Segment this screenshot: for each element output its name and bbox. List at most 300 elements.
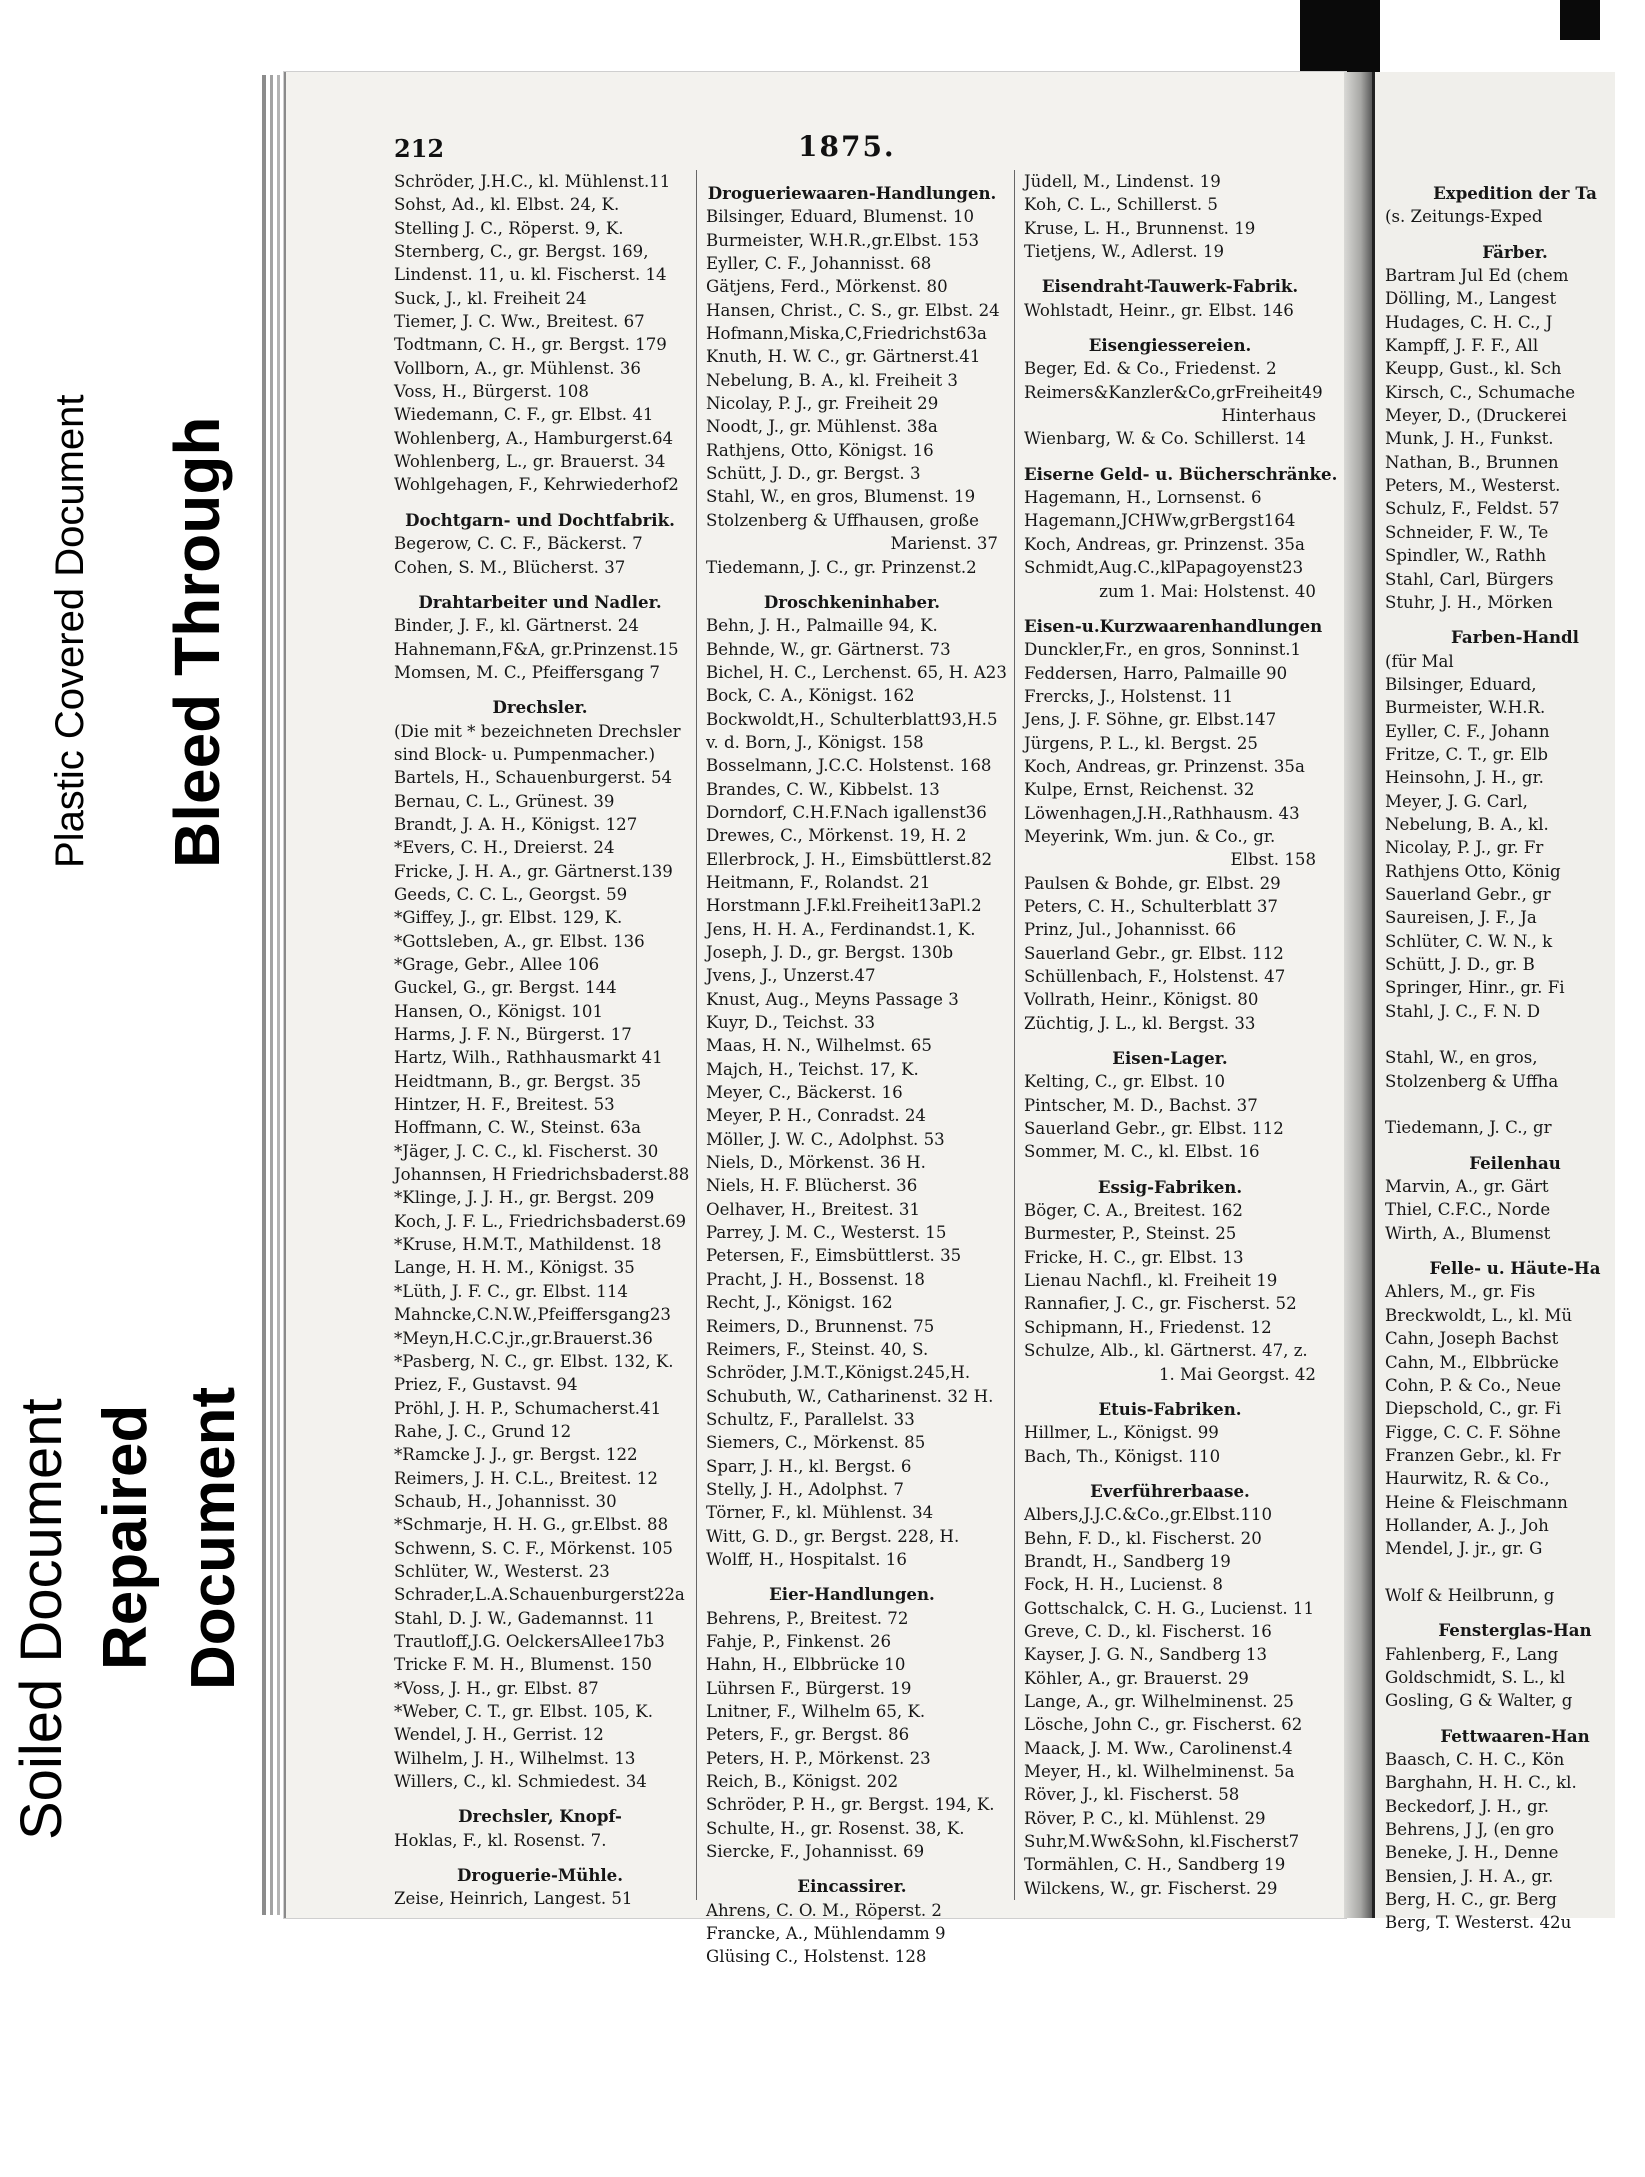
directory-entry: Meyer, J. G. Carl,: [1385, 791, 1528, 811]
directory-entry: Nebelung, B. A., kl. Freiheit 3: [706, 370, 958, 390]
directory-entry: Stelling J. C., Röperst. 9, K.: [394, 218, 624, 238]
directory-entry: Wolff, H., Hospitalst. 16: [706, 1549, 907, 1569]
directory-entry: Oelhaver, H., Breitest. 31: [706, 1199, 921, 1219]
directory-entry: Schlüter, C. W. N., k: [1385, 931, 1553, 951]
directory-entry: Behn, F. D., kl. Fischerst. 20: [1024, 1528, 1262, 1548]
directory-entry: Cahn, Joseph Bachst: [1385, 1329, 1559, 1349]
section-heading: Dochtgarn- und Dochtfabrik.: [405, 509, 675, 530]
directory-entry: Lösche, John C., gr. Fischerst. 62: [1024, 1715, 1303, 1735]
directory-entry: Nicolay, P. J., gr. Fr: [1385, 838, 1544, 858]
directory-entry: Horstmann J.F.kl.Freiheit13aPl.2: [706, 896, 982, 916]
directory-entry: Koh, C. L., Schillerst. 5: [1024, 195, 1218, 215]
directory-entry: Beger, Ed. & Co., Friedenst. 2: [1024, 359, 1277, 379]
directory-entry: Witt, G. D., gr. Bergst. 228, H.: [706, 1526, 960, 1546]
directory-entry: Wiedemann, C. F., gr. Elbst. 41: [394, 405, 654, 425]
directory-entry: *Meyn,H.C.C.jr.,gr.Brauerst.36: [394, 1328, 653, 1348]
directory-entry: Dorndorf, C.H.F.Nach igallenst36: [706, 802, 987, 822]
directory-entry: Parrey, J. M. C., Westerst. 15: [706, 1223, 947, 1243]
directory-entry: Heidtmann, B., gr. Bergst. 35: [394, 1071, 642, 1091]
directory-entry: Bilsinger, Eduard, Blumenst. 10: [706, 207, 975, 227]
directory-entry: Gosling, G & Walter, g: [1385, 1691, 1573, 1711]
directory-column-3: [1024, 170, 1338, 1900]
directory-entry: Schüllenbach, F., Holstenst. 47: [1024, 967, 1286, 986]
directory-entry: Tiedemann, J. C., gr. Prinzenst.2: [706, 557, 977, 577]
directory-entry: Brandt, J. A. H., Königst. 127: [394, 814, 638, 834]
directory-entry: Fritze, C. T., gr. Elb: [1385, 744, 1548, 764]
directory-entry: Spindler, W., Rathh: [1385, 546, 1547, 566]
directory-entry: Schrader,L.A.Schauenburgerst22a: [394, 1585, 685, 1605]
directory-entry: Feddersen, Harro, Palmaille 90: [1024, 663, 1288, 683]
directory-entry: Ahrens, C. O. M., Röperst. 2: [706, 1900, 942, 1920]
section-heading: Essig-Fabriken.: [1097, 1176, 1243, 1197]
page-year: 1875.: [798, 130, 896, 163]
directory-entry: Peters, C. H., Schulterblatt 37: [1024, 896, 1278, 916]
section-heading: Eier-Handlungen.: [769, 1584, 935, 1605]
directory-entry: Lührsen F., Bürgerst. 19: [706, 1678, 912, 1698]
repaired-label: Repaired: [91, 1404, 160, 1670]
section-heading: Eisengiessereien.: [1088, 335, 1252, 356]
directory-entry: Wohlenberg, L., gr. Brauerst. 34: [394, 452, 666, 472]
directory-entry: Kampff, J. F. F., All: [1385, 336, 1539, 356]
column-divider: [696, 170, 697, 1900]
directory-entry: Hoklas, F., kl. Rosenst. 7.: [394, 1830, 607, 1850]
directory-entry: Stahl, W., en gros,: [1385, 1048, 1538, 1068]
directory-entry: Tiemer, J. C. Ww., Breitest. 67: [394, 312, 645, 332]
directory-entry: Bernau, C. L., Grünest. 39: [394, 791, 615, 811]
directory-entry: [1385, 1023, 1645, 1046]
directory-entry: Voss, H., Bürgerst. 108: [394, 382, 589, 402]
directory-entry: Schwenn, S. C. F., Mörkenst. 105: [394, 1538, 673, 1558]
directory-entry: Johannsen, H Friedrichsbaderst.88: [394, 1165, 690, 1185]
directory-entry: Saureisen, J. F., Ja: [1385, 908, 1537, 928]
scan-corner-dark: [1300, 0, 1380, 72]
directory-entry: Bensien, J. H. A., gr.: [1385, 1866, 1554, 1886]
directory-entry: Knuth, H. W. C., gr. Gärtnerst.41: [706, 347, 981, 367]
directory-entry: Koch, Andreas, gr. Prinzenst. 35a: [1024, 756, 1305, 776]
directory-entry: *Weber, C. T., gr. Elbst. 105, K.: [394, 1702, 653, 1721]
section-heading: Eisen-Lager.: [1112, 1048, 1228, 1069]
directory-entry: Trautloff,J.G. OelckersAllee17b3: [394, 1631, 665, 1651]
directory-entry: Fock, H. H., Lucienst. 8: [1024, 1575, 1223, 1595]
directory-entry: *Grage, Gebr., Allee 106: [394, 955, 600, 974]
section-heading: Drechsler.: [492, 697, 588, 718]
directory-entry: Recht, J., Königst. 162: [706, 1293, 893, 1313]
directory-entry: Baasch, C. H. C., Kön: [1385, 1750, 1565, 1769]
directory-entry: Gätjens, Ferd., Mörkenst. 80: [706, 277, 948, 297]
directory-entry: Hansen, Christ., C. S., gr. Elbst. 24: [706, 300, 1000, 320]
directory-entry: Jürgens, P. L., kl. Bergst. 25: [1024, 733, 1258, 753]
directory-entry: Lienau Nachfl., kl. Freiheit 19: [1024, 1271, 1278, 1291]
section-heading: Droschkeninhaber.: [763, 591, 941, 612]
directory-entry: Barghahn, H. H. C., kl.: [1385, 1773, 1577, 1793]
directory-entry: Bach, Th., Königst. 110: [1024, 1446, 1221, 1466]
directory-entry: Wohlenberg, A., Hamburgerst.64: [394, 428, 674, 448]
directory-entry: Schröder, J.M.T.,Königst.245,H.: [706, 1363, 971, 1383]
directory-entry: Peters, H. P., Mörkenst. 23: [706, 1748, 931, 1768]
directory-entry: Binder, J. F., kl. Gärtnerst. 24: [394, 616, 639, 636]
directory-entry: Behrens, P., Breitest. 72: [706, 1608, 909, 1628]
directory-entry: Stahl, Carl, Bürgers: [1385, 569, 1554, 589]
right-page: [1372, 72, 1615, 1933]
directory-entry: Beckedorf, J. H., gr.: [1385, 1796, 1550, 1816]
directory-entry: Koch, J. F. L., Friedrichsbaderst.69: [394, 1211, 687, 1231]
directory-entry: Stahl, W., en gros, Blumenst. 19: [706, 487, 976, 507]
section-heading: Fensterglas-Han: [1438, 1620, 1592, 1641]
page-stack-edge: [277, 75, 280, 1915]
directory-entry: Hansen, O., Königst. 101: [394, 1001, 604, 1021]
directory-entry: Hoffmann, C. W., Steinst. 63a: [394, 1118, 642, 1138]
directory-entry: Hintzer, H. F., Breitest. 53: [394, 1095, 615, 1115]
directory-entry: Lindenst. 11, u. kl. Fischerst. 14: [394, 265, 667, 285]
left-page: [284, 72, 1346, 1967]
directory-entry: *Ramcke J. J., gr. Bergst. 122: [394, 1445, 638, 1465]
directory-entry: Reimers, F., Steinst. 40, S.: [706, 1339, 929, 1359]
directory-entry: Beneke, J. H., Denne: [1385, 1843, 1559, 1863]
directory-entry: Nicolay, P. J., gr. Freiheit 29: [706, 394, 939, 414]
directory-entry: Kirsch, C., Schumache: [1385, 382, 1576, 402]
directory-entry: Tormählen, C. H., Sandberg 19: [1024, 1855, 1286, 1875]
directory-entry: Lange, H. H. M., Königst. 35: [394, 1258, 635, 1278]
section-heading: Drogueriewaaren-Handlungen.: [707, 183, 997, 203]
directory-entry: Suck, J., kl. Freiheit 24: [394, 288, 587, 308]
directory-entry: Schulte, H., gr. Rosenst. 38, K.: [706, 1818, 965, 1838]
page-stack-edge: [270, 75, 273, 1915]
directory-column-2: [706, 170, 1007, 1969]
plastic-covered-label: Plastic Covered Document: [48, 394, 92, 868]
directory-entry: Fricke, H. C., gr. Elbst. 13: [1024, 1247, 1244, 1267]
directory-entry: Kulpe, Ernst, Reichenst. 32: [1024, 780, 1255, 800]
directory-entry: Eyller, C. F., Johann: [1385, 721, 1550, 741]
directory-entry: Heine & Fleischmann: [1385, 1492, 1568, 1512]
directory-entry: Knust, Aug., Meyns Passage 3: [706, 989, 959, 1009]
directory-entry: Cahn, M., Elbbrücke: [1385, 1352, 1559, 1372]
directory-entry: Prinz, Jul., Johannisst. 66: [1024, 920, 1237, 940]
section-heading: Eisen-u.Kurzwaarenhandlungen: [1024, 615, 1323, 636]
page-stack-edge: [262, 75, 266, 1915]
directory-entry: Burmester, P., Steinst. 25: [1024, 1224, 1237, 1244]
section-heading: Färber.: [1482, 241, 1548, 262]
directory-entry: Schneider, F. W., Te: [1385, 522, 1549, 542]
directory-entry: Bock, C. A., Königst. 162: [706, 686, 915, 706]
directory-entry: Joseph, J. D., gr. Bergst. 130b: [706, 943, 954, 962]
directory-entry: Heitmann, F., Rolandst. 21: [706, 872, 931, 892]
directory-entry: Pröhl, J. H. P., Schumacherst.41: [394, 1398, 662, 1418]
directory-entry: Diepschold, C., gr. Fi: [1385, 1399, 1562, 1419]
section-heading: Eisendraht-Tauwerk-Fabrik.: [1041, 276, 1299, 297]
directory-entry: Todtmann, C. H., gr. Bergst. 179: [394, 335, 667, 355]
soiled-document-label: Soiled Document: [9, 1398, 74, 1840]
directory-entry: Sauerland Gebr., gr. Elbst. 112: [1024, 1119, 1284, 1139]
directory-entry: Petersen, F., Eimsbüttlerst. 35: [706, 1246, 962, 1266]
directory-entry: Pintscher, M. D., Bachst. 37: [1024, 1095, 1258, 1115]
directory-entry: Sparr, J. H., kl. Bergst. 6: [706, 1456, 912, 1476]
directory-entry: [1385, 1093, 1645, 1116]
directory-entry: Sternberg, C., gr. Bergst. 169,: [394, 242, 649, 262]
directory-column-1: [394, 170, 690, 1911]
directory-entry: Dunckler,Fr., en gros, Sonninst.1: [1024, 640, 1302, 660]
directory-entry: Franzen Gebr., kl. Fr: [1385, 1445, 1561, 1465]
directory-entry: Bockwoldt,H., Schulterblatt93,H.5: [706, 709, 998, 729]
directory-entry: Hahnemann,F&A, gr.Prinzenst.15: [394, 639, 679, 659]
directory-entry: Dölling, M., Langest: [1385, 289, 1557, 309]
directory-entry: sind Block- u. Pumpenmacher.): [394, 744, 656, 764]
directory-entry: [1385, 1561, 1645, 1584]
directory-entry: *Evers, C. H., Dreierst. 24: [394, 838, 615, 858]
directory-entry: Wirth, A., Blumenst: [1385, 1223, 1551, 1243]
directory-entry: Goldschmidt, S. L., kl: [1385, 1667, 1566, 1687]
directory-entry: (Die mit * bezeichneten Drechsler: [394, 721, 681, 741]
section-heading: Drechsler, Knopf-: [458, 1806, 622, 1827]
directory-entry: Röver, J., kl. Fischerst. 58: [1024, 1785, 1240, 1805]
directory-entry: Behnde, W., gr. Gärtnerst. 73: [706, 639, 951, 659]
directory-entry: *Voss, J. H., gr. Elbst. 87: [394, 1678, 599, 1698]
directory-entry: *Klinge, J. J. H., gr. Bergst. 209: [394, 1188, 655, 1208]
bleed-through-label: Bleed Through: [161, 416, 233, 868]
directory-entry: Schütt, J. D., gr. Bergst. 3: [706, 464, 921, 484]
directory-entry: Kelting, C., gr. Elbst. 10: [1024, 1072, 1226, 1092]
directory-entry: Jvens, J., Unzerst.47: [706, 966, 876, 986]
directory-entry: Törner, F., kl. Mühlenst. 34: [706, 1503, 934, 1523]
directory-entry: Meyer, P. H., Conradst. 24: [706, 1106, 926, 1126]
directory-entry: Niels, D., Mörkenst. 36 H.: [706, 1153, 926, 1173]
directory-entry: Jens, H. H. A., Ferdinandst.1, K.: [706, 919, 976, 939]
directory-entry: Breckwoldt, L., kl. Mü: [1385, 1305, 1573, 1325]
directory-entry: Hillmer, L., Königst. 99: [1024, 1423, 1219, 1443]
directory-entry: Harms, J. F. N., Bürgerst. 17: [394, 1025, 632, 1045]
directory-entry: Reimers, D., Brunnenst. 75: [706, 1316, 935, 1336]
directory-entry: Willers, C., kl. Schmiedest. 34: [394, 1772, 647, 1792]
directory-entry: Sohst, Ad., kl. Elbst. 24, K.: [394, 195, 620, 215]
directory-entry: Jens, J. F. Söhne, gr. Elbst.147: [1024, 710, 1277, 730]
directory-entry: Berg, H. C., gr. Berg: [1385, 1890, 1557, 1910]
directory-entry: Cohn, P. & Co., Neue: [1385, 1375, 1562, 1395]
directory-entry: Keupp, Gust., kl. Sch: [1385, 359, 1562, 379]
directory-entry: *Kruse, H.M.T., Mathildenst. 18: [394, 1235, 662, 1255]
directory-entry: Mendel, J. jr., gr. G: [1385, 1539, 1543, 1559]
directory-entry: Stahl, J. C., F. N. D: [1385, 1001, 1541, 1021]
directory-entry: Vollborn, A., gr. Mühlenst. 36: [394, 358, 641, 378]
directory-entry: Sauerland Gebr., gr: [1385, 884, 1551, 904]
directory-entry: Röver, P. C., kl. Mühlenst. 29: [1024, 1808, 1266, 1828]
directory-entry: Noodt, J., gr. Mühlenst. 38a: [706, 417, 938, 437]
directory-entry: Hudages, C. H. C., J: [1385, 312, 1553, 332]
directory-entry: Drewes, C., Mörkenst. 19, H. 2: [706, 826, 967, 846]
directory-entry: Wilhelm, J. H., Wilhelmst. 13: [394, 1748, 636, 1768]
section-heading: Droguerie-Mühle.: [456, 1865, 624, 1886]
directory-entry: Suhr,M.Ww&Sohn, kl.Fischerst7: [1024, 1832, 1300, 1852]
directory-entry: Fahlenberg, F., Lang: [1385, 1644, 1559, 1664]
entry-continuation: zum 1. Mai: Holstenst. 40: [1099, 581, 1316, 601]
directory-entry: Kruse, L. H., Brunnenst. 19: [1024, 218, 1256, 238]
directory-entry: Tiedemann, J. C., gr: [1385, 1118, 1552, 1138]
directory-entry: Rathjens Otto, König: [1385, 861, 1561, 881]
directory-entry: Bartram Jul Ed (chem: [1385, 266, 1569, 286]
directory-entry: Schröder, P. H., gr. Bergst. 194, K.: [706, 1795, 995, 1815]
directory-entry: Ellerbrock, J. H., Eimsbüttlerst.82: [706, 849, 993, 869]
directory-entry: Vollrath, Heinr., Königst. 80: [1024, 990, 1259, 1010]
directory-entry: Bartels, H., Schauenburgerst. 54: [394, 768, 673, 788]
directory-entry: Löwenhagen,J.H.,Rathhausm. 43: [1024, 803, 1300, 823]
directory-entry: Schlüter, W., Westerst. 23: [394, 1561, 610, 1581]
directory-entry: Schulze, Alb., kl. Gärtnerst. 47, z.: [1024, 1341, 1308, 1361]
directory-entry: Reimers&Kanzler&Co,grFreiheit49: [1024, 382, 1323, 402]
directory-entry: Stahl, D. J. W., Gademannst. 11: [394, 1608, 656, 1628]
directory-entry: Burmeister, W.H.R.,gr.Elbst. 153: [706, 230, 980, 250]
section-heading: Felle- u. Häute-Ha: [1429, 1258, 1601, 1279]
directory-entry: Wolf & Heilbrunn, g: [1385, 1585, 1555, 1605]
directory-entry: Kuyr, D., Teichst. 33: [706, 1013, 876, 1033]
directory-entry: Paulsen & Bohde, gr. Elbst. 29: [1024, 873, 1281, 893]
column-divider: [1014, 170, 1015, 1900]
directory-entry: Stuhr, J. H., Mörken: [1385, 592, 1553, 612]
directory-entry: *Pasberg, N. C., gr. Elbst. 132, K.: [394, 1351, 674, 1371]
directory-entry: Burmeister, W.H.R.: [1385, 698, 1546, 718]
directory-entry: Schultz, F., Parallelst. 33: [706, 1409, 915, 1429]
directory-entry: Rathjens, Otto, Königst. 16: [706, 440, 934, 460]
directory-entry: Meyerink, Wm. jun. & Co., gr.: [1024, 826, 1276, 846]
section-heading: Eiserne Geld- u. Bücherschränke.: [1024, 463, 1338, 484]
directory-entry: Munk, J. H., Funkst.: [1385, 429, 1554, 449]
directory-entry: Nathan, B., Brunnen: [1385, 452, 1559, 472]
directory-entry: Fricke, J. H. A., gr. Gärtnerst.139: [394, 861, 673, 881]
directory-entry: Frercks, J., Holstenst. 11: [1024, 686, 1234, 706]
directory-entry: Hagemann,JCHWw,grBergst164: [1024, 511, 1296, 531]
directory-entry: Schmidt,Aug.C.,klPapagoyenst23: [1024, 558, 1304, 578]
section-heading: Expedition der Ta: [1433, 183, 1597, 203]
directory-entry: Schröder, J.H.C., kl. Mühlenst.11: [394, 172, 671, 191]
directory-entry: Behn, J. H., Palmaille 94, K.: [706, 616, 938, 636]
directory-entry: *Schmarje, H. H. G., gr.Elbst. 88: [394, 1515, 669, 1535]
directory-entry: Brandt, H., Sandberg 19: [1024, 1551, 1231, 1571]
directory-entry: Hagemann, H., Lornsenst. 6: [1024, 488, 1262, 508]
directory-entry: Reich, B., Königst. 202: [706, 1772, 899, 1792]
section-heading: Fettwaaren-Han: [1440, 1725, 1590, 1746]
directory-entry: Maack, J. M. Ww., Carolinenst.4: [1024, 1738, 1293, 1758]
directory-entry: Bilsinger, Eduard,: [1385, 674, 1537, 694]
directory-entry: Wohlstadt, Heinr., gr. Elbst. 146: [1024, 300, 1294, 320]
section-heading: Farben-Handl: [1451, 627, 1579, 648]
directory-entry: Springer, Hinr., gr. Fi: [1385, 978, 1565, 998]
directory-entry: (für Mal: [1385, 651, 1454, 671]
directory-entry: Reimers, J. H. C.L., Breitest. 12: [394, 1468, 658, 1488]
directory-entry: *Giffey, J., gr. Elbst. 129, K.: [394, 908, 623, 928]
directory-entry: Wilckens, W., gr. Fischerst. 29: [1024, 1878, 1278, 1898]
directory-entry: Berg, T. Westerst. 42u: [1385, 1913, 1572, 1933]
directory-entry: *Lüth, J. F. C., gr. Elbst. 114: [394, 1281, 628, 1301]
page-number: 212: [394, 134, 445, 163]
directory-entry: Hollander, A. J., Joh: [1385, 1515, 1549, 1535]
directory-entry: Peters, M., Westerst.: [1385, 476, 1561, 496]
directory-entry: Nebelung, B. A., kl.: [1385, 814, 1549, 834]
directory-entry: v. d. Born, J., Königst. 158: [706, 732, 924, 752]
directory-entry: Schubuth, W., Catharinenst. 32 H.: [706, 1386, 994, 1406]
directory-entry: Schütt, J. D., gr. B: [1385, 955, 1535, 974]
directory-entry: Wienbarg, W. & Co. Schillerst. 14: [1024, 429, 1306, 449]
directory-column-right: [1385, 170, 1645, 1935]
directory-entry: Mahncke,C.N.W.,Pfeiffersgang23: [394, 1305, 671, 1325]
directory-entry: Eyller, C. F., Johannisst. 68: [706, 254, 932, 274]
directory-entry: Hahn, H., Elbbrücke 10: [706, 1655, 906, 1675]
directory-entry: *Jäger, J. C. C., kl. Fischerst. 30: [394, 1141, 659, 1161]
directory-entry: Sommer, M. C., kl. Elbst. 16: [1024, 1142, 1260, 1162]
book-gutter: [1344, 72, 1372, 1918]
directory-entry: Heinsohn, J. H., gr.: [1385, 768, 1544, 788]
section-heading: Feilenhau: [1469, 1152, 1561, 1173]
directory-entry: Meyer, H., kl. Wilhelminenst. 5a: [1024, 1762, 1295, 1781]
directory-entry: Siemers, C., Mörkenst. 85: [706, 1433, 926, 1453]
directory-entry: Siercke, F., Johannisst. 69: [706, 1842, 925, 1862]
section-heading: Etuis-Fabriken.: [1098, 1398, 1242, 1419]
directory-entry: Rahe, J. C., Grund 12: [394, 1421, 572, 1441]
directory-entry: Cohen, S. M., Blücherst. 37: [394, 557, 626, 577]
section-heading: Eincassirer.: [797, 1876, 907, 1897]
directory-entry: Pracht, J. H., Bossenst. 18: [706, 1269, 925, 1289]
directory-entry: Momsen, M. C., Pfeiffersgang 7: [394, 662, 660, 682]
directory-entry: Zeise, Heinrich, Langest. 51: [394, 1889, 633, 1909]
directory-entry: Schulz, F., Feldst. 57: [1385, 499, 1560, 519]
directory-entry: Jüdell, M., Lindenst. 19: [1024, 172, 1221, 191]
directory-entry: Stolzenberg & Uffhausen, große: [706, 510, 979, 530]
directory-entry: Meyer, D., (Druckerei: [1385, 406, 1567, 426]
directory-entry: Peters, F., gr. Bergst. 86: [706, 1725, 910, 1745]
directory-entry: Thiel, C.F.C., Norde: [1385, 1200, 1551, 1220]
directory-entry: Koch, Andreas, gr. Prinzenst. 35a: [1024, 534, 1305, 554]
directory-entry: Möller, J. W. C., Adolphst. 53: [706, 1129, 945, 1149]
entry-continuation: Marienst. 37: [890, 534, 998, 554]
repaired-document-label: Document: [179, 1386, 248, 1690]
directory-entry: Begerow, C. C. F., Bäckerst. 7: [394, 534, 643, 554]
directory-entry: Haurwitz, R. & Co.,: [1385, 1469, 1550, 1489]
directory-entry: *Gottsleben, A., gr. Elbst. 136: [394, 931, 645, 951]
directory-entry: Priez, F., Gustavst. 94: [394, 1375, 578, 1395]
directory-entry: Brandes, C. W., Kibbelst. 13: [706, 779, 940, 799]
directory-entry: Rannafier, J. C., gr. Fischerst. 52: [1024, 1294, 1297, 1314]
entry-continuation: 1. Mai Georgst. 42: [1158, 1364, 1316, 1384]
directory-entry: Tricke F. M. H., Blumenst. 150: [394, 1655, 652, 1675]
directory-entry: Wohlgehagen, F., Kehrwiederhof2: [394, 475, 679, 495]
directory-entry: Bichel, H. C., Lerchenst. 65, H. A23: [706, 662, 1007, 682]
directory-entry: Marvin, A., gr. Gärt: [1385, 1177, 1549, 1197]
entry-continuation: Elbst. 158: [1230, 850, 1316, 870]
directory-entry: Züchtig, J. L., kl. Bergst. 33: [1024, 1013, 1256, 1033]
directory-entry: Hartz, Wilh., Rathhausmarkt 41: [394, 1048, 663, 1068]
directory-entry: Maas, H. N., Wilhelmst. 65: [706, 1036, 932, 1056]
directory-entry: Figge, C. C. F. Söhne: [1385, 1422, 1561, 1442]
directory-entry: Albers,J.J.C.&Co.,gr.Elbst.110: [1024, 1505, 1273, 1525]
directory-entry: (s. Zeitungs-Exped: [1385, 207, 1543, 227]
directory-entry: Tietjens, W., Adlerst. 19: [1024, 242, 1225, 262]
directory-entry: Lnitner, F., Wilhelm 65, K.: [706, 1702, 926, 1721]
directory-entry: Guckel, G., gr. Bergst. 144: [394, 978, 617, 998]
scan-corner-strip: [1560, 0, 1600, 40]
directory-entry: Kayser, J. G. N., Sandberg 13: [1024, 1645, 1268, 1665]
directory-entry: Bosselmann, J.C.C. Holstenst. 168: [706, 756, 992, 776]
directory-entry: Stolzenberg & Uffha: [1385, 1071, 1559, 1091]
section-heading: Drahtarbeiter und Nadler.: [418, 591, 662, 612]
directory-entry: Sauerland Gebr., gr. Elbst. 112: [1024, 943, 1284, 963]
directory-entry: Köhler, A., gr. Brauerst. 29: [1024, 1668, 1249, 1688]
directory-entry: Glüsing C., Holstenst. 128: [706, 1947, 927, 1967]
directory-entry: Ahlers, M., gr. Fis: [1385, 1282, 1536, 1302]
directory-entry: Gottschalck, C. H. G., Lucienst. 11: [1024, 1598, 1315, 1618]
directory-entry: Stelly, J. H., Adolphst. 7: [706, 1479, 904, 1499]
directory-entry: Greve, C. D., kl. Fischerst. 16: [1024, 1621, 1272, 1641]
directory-entry: Hofmann,Miska,C,Friedrichst63a: [706, 324, 987, 344]
directory-entry: Meyer, C., Bäckerst. 16: [706, 1083, 903, 1103]
directory-entry: Schaub, H., Johannisst. 30: [394, 1491, 617, 1511]
entry-continuation: Hinterhaus: [1221, 406, 1316, 426]
section-heading: Everführerbaase.: [1090, 1480, 1250, 1501]
